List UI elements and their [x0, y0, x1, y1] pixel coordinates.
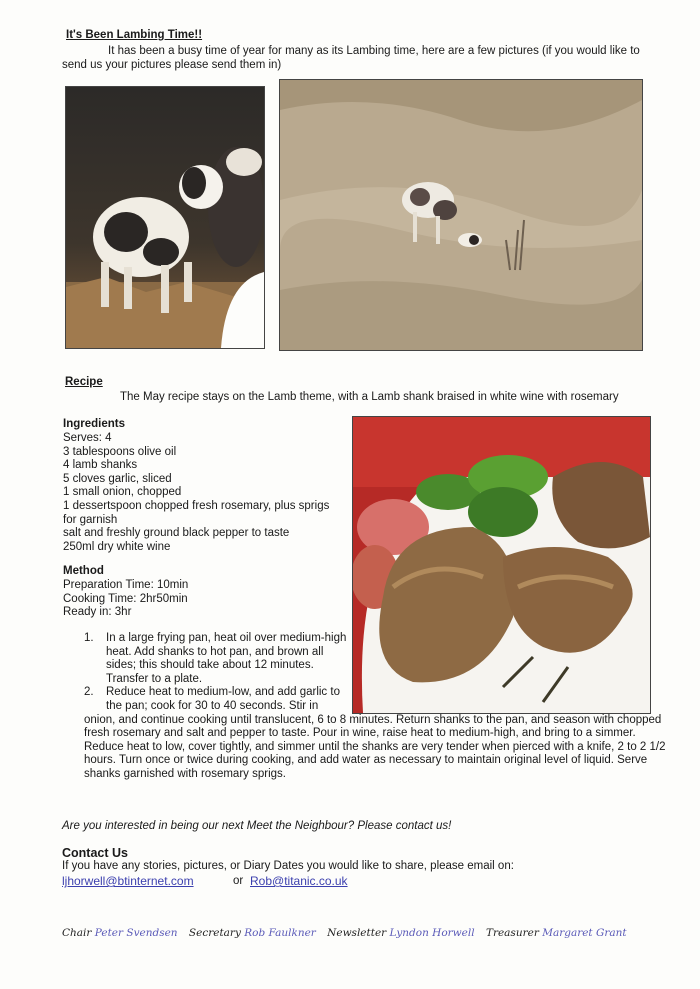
contact-text: If you have any stories, pictures, or Diary Dates you would like to share, please email on:	[62, 860, 514, 872]
footer-role: Treasurer	[485, 927, 539, 939]
list-item: Serves: 4	[63, 432, 112, 444]
method-heading: Method	[63, 565, 104, 577]
list-item: Preparation Time: 10min	[63, 579, 189, 591]
lambing-title: It's Been Lambing Time!!	[66, 29, 203, 41]
list-item: 3 tablespoons olive oil	[63, 445, 177, 458]
footer-name: Peter Svendsen	[94, 927, 178, 939]
footer-role: Chair	[62, 927, 92, 939]
ingredients-heading: Ingredients	[63, 418, 125, 430]
footer-role: Secretary	[188, 927, 241, 939]
committee-footer	[62, 927, 635, 939]
list-item: salt and freshly ground black pepper to taste	[63, 527, 290, 540]
list-item: Cooking Time: 2hr50min	[63, 592, 188, 605]
ingredients-list	[63, 432, 343, 554]
field-sheep-photo	[279, 79, 643, 351]
step-text: Reduce heat to medium-low, and add garlic to the pan; cook for 30 to 40 seconds. Stir in	[106, 686, 340, 712]
method-times	[63, 579, 188, 620]
or-text: or	[233, 875, 244, 887]
list-item: 1 dessertspoon chopped fresh rosemary, plus sprigs for garnish	[63, 499, 330, 526]
footer-name: Lyndon Horwell	[389, 927, 475, 939]
list-item: 5 cloves garlic, sliced	[63, 472, 172, 485]
recipe-heading: Recipe	[65, 376, 103, 388]
lambs-photo	[65, 86, 265, 349]
footer-name: Rob Faulkner	[244, 927, 316, 939]
contact-heading: Contact Us	[62, 846, 128, 860]
list-item: Ready in: 3hr	[63, 606, 132, 619]
list-item: 250ml dry white wine	[63, 540, 171, 553]
list-item: 1 small onion, chopped	[63, 486, 182, 499]
step-number: 2.	[84, 686, 94, 699]
step-text-continued: onion, and continue cooking until translucent, 6 to 8 minutes. Return shanks to the pan, and season with chopped fresh rosemary and salt and pepper to taste. Pour in wine, raise heat to medium-high, and bring to a simmer. Reduce heat to low, cover tightly, and simmer until the shanks are very tender when pierced with a knife, 2 to 2 1/2 hours. Turn once or twice during cooking, and add water as necessary to maintain original level of liquid. Serve shanks garnished with rosemary sprigs.	[84, 713, 666, 780]
list-item	[84, 686, 666, 781]
email-link-2[interactable]: Rob@titanic.co.uk	[250, 874, 348, 888]
list-item	[84, 632, 656, 686]
email-link-1[interactable]: ljhorwell@btinternet.com	[62, 874, 194, 888]
method-steps	[84, 632, 666, 782]
neighbour-prompt: Are you interested in being our next Meet the Neighbour? Please contact us!	[62, 820, 452, 832]
recipe-intro: The May recipe stays on the Lamb theme, with a Lamb shank braised in white wine with rosemary	[120, 391, 619, 403]
step-number: 1.	[84, 632, 94, 644]
footer-name: Margaret Grant	[542, 927, 627, 939]
lambing-intro: It has been a busy time of year for many as its Lambing time, here are a few pictures (if you would like to send us your pictures please send them in)	[62, 45, 640, 71]
list-item: 4 lamb shanks	[63, 459, 138, 472]
footer-role: Newsletter	[327, 927, 387, 939]
step-text: In a large frying pan, heat oil over medium-high heat. Add shanks to hot pan, and brown all sides; this should take about 12 minutes. Transfer to a plate.	[106, 632, 347, 685]
